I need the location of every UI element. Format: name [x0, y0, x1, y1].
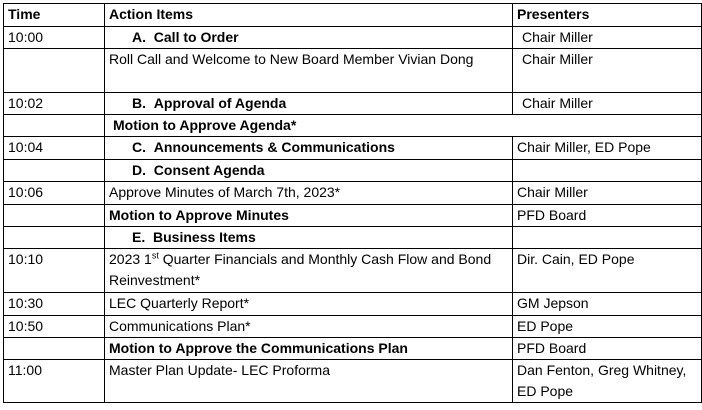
- table-row: [4, 182, 702, 205]
- agenda-table: [3, 3, 702, 403]
- time-cell: [4, 338, 105, 360]
- time-cell: 10:00: [4, 27, 105, 49]
- presenter-cell: [513, 227, 702, 249]
- section-title: Announcements & Communications: [153, 139, 395, 155]
- table-row: [4, 27, 702, 49]
- presenter-cell: Chair Miller: [513, 182, 702, 205]
- time-cell: [4, 205, 105, 227]
- presenter-cell: ED Pope: [513, 316, 702, 338]
- action-cell: LEC Quarterly Report*: [105, 293, 513, 316]
- motion-cell: Motion to Approve the Communications Plan: [105, 338, 513, 360]
- presenter-cell: Chair Miller: [513, 93, 702, 115]
- action-cell: Master Plan Update- LEC Proforma: [105, 360, 513, 403]
- action-cell: Communications Plan*: [105, 316, 513, 338]
- motion-time-cell: [4, 115, 105, 137]
- time-cell: 10:06: [4, 182, 105, 205]
- time-cell: 10:04: [4, 137, 105, 160]
- section-heading: [105, 27, 513, 49]
- section-title: Call to Order: [153, 29, 239, 45]
- section-heading: [105, 137, 513, 160]
- action-cell: [105, 249, 513, 293]
- time-cell: [4, 227, 105, 249]
- time-cell: 10:30: [4, 293, 105, 316]
- section-title: Business Items: [153, 229, 256, 245]
- presenter-cell: Chair Miller: [513, 27, 702, 49]
- presenter-cell: Dir. Cain, ED Pope: [513, 249, 702, 293]
- section-heading: [105, 160, 513, 182]
- section-heading: [105, 227, 513, 249]
- section-letter: B.: [132, 95, 146, 111]
- action-text: Quarter Financials and Monthly Cash Flow and Bond Reinvestment*: [109, 251, 492, 288]
- presenters-header: Presenters: [513, 4, 702, 27]
- section-heading: [105, 93, 513, 115]
- section-letter: D.: [132, 162, 146, 178]
- section-letter: A.: [132, 29, 146, 45]
- table-row: [4, 293, 702, 316]
- presenter-cell: [513, 160, 702, 182]
- time-cell: [4, 49, 105, 93]
- table-row: [4, 49, 702, 93]
- table-row: [4, 249, 702, 293]
- time-cell: [4, 160, 105, 182]
- time-cell: 10:50: [4, 316, 105, 338]
- motion-row: [4, 115, 702, 137]
- time-cell: 10:02: [4, 93, 105, 115]
- table-row: [4, 160, 702, 182]
- presenter-cell: PFD Board: [513, 338, 702, 360]
- table-row: [4, 205, 702, 227]
- action-items-header: Action Items: [105, 4, 513, 27]
- motion-cell: Motion to Approve Minutes: [105, 205, 513, 227]
- table-row: [4, 316, 702, 338]
- section-letter: C.: [132, 139, 146, 155]
- action-text: 2023 1: [109, 251, 152, 267]
- table-row: [4, 360, 702, 403]
- presenter-cell: Dan Fenton, Greg Whitney, ED Pope: [513, 360, 702, 403]
- section-title: Approval of Agenda: [153, 95, 287, 111]
- time-cell: 11:00: [4, 360, 105, 403]
- section-letter: E.: [132, 229, 146, 245]
- table-row: [4, 137, 702, 160]
- motion-cell: Motion to Approve Agenda*: [105, 115, 702, 137]
- presenter-cell: Chair Miller: [513, 49, 702, 93]
- section-title: Consent Agenda: [153, 162, 265, 178]
- ordinal-suffix: st: [151, 250, 159, 261]
- header-row: [4, 4, 702, 27]
- action-cell: Roll Call and Welcome to New Board Member Vivian Dong: [105, 49, 513, 93]
- presenter-cell: PFD Board: [513, 205, 702, 227]
- time-cell: 10:10: [4, 249, 105, 293]
- presenter-cell: GM Jepson: [513, 293, 702, 316]
- table-row: [4, 227, 702, 249]
- table-row: [4, 93, 702, 115]
- action-cell: Approve Minutes of March 7th, 2023*: [105, 182, 513, 205]
- presenter-cell: Chair Miller, ED Pope: [513, 137, 702, 160]
- table-row: [4, 338, 702, 360]
- time-header: Time: [4, 4, 105, 27]
